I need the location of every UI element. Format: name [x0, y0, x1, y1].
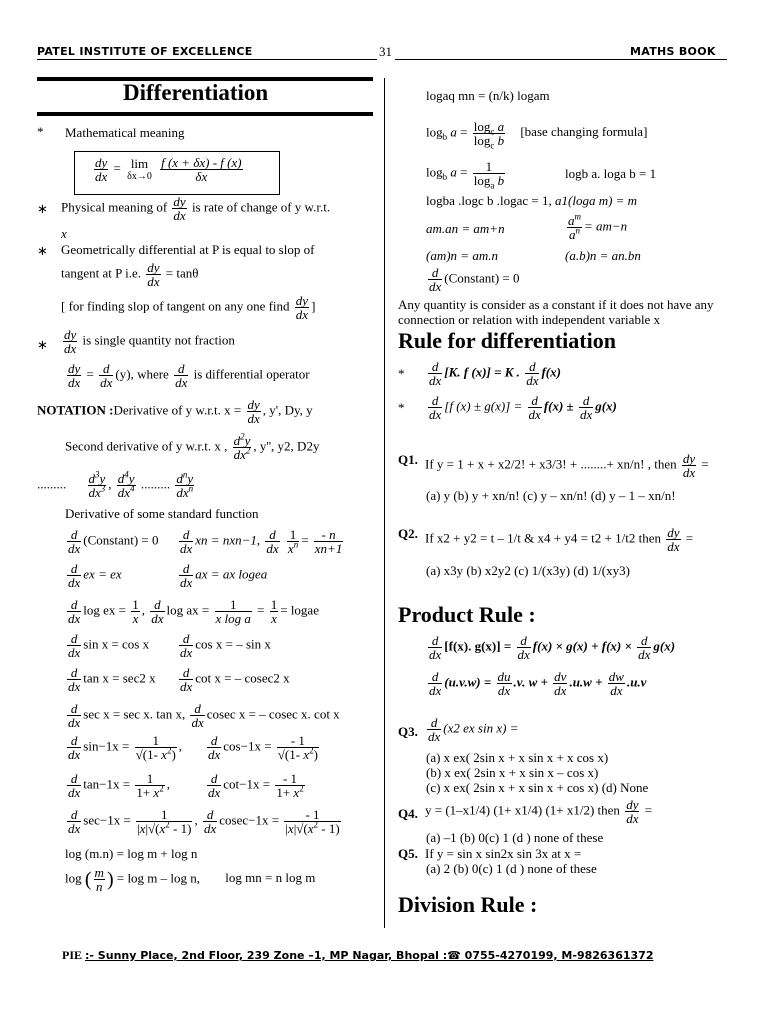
- text: sin x = cos x: [83, 636, 150, 652]
- q5-options: (a) 2 (b) 0(c) 1 (d ) none of these: [426, 861, 597, 876]
- text: = log m – log n,: [116, 870, 201, 886]
- q1-label: Q1.: [398, 452, 418, 467]
- text: - n: [314, 528, 344, 542]
- text: f(x): [541, 364, 561, 380]
- text: [base changing formula]: [520, 124, 648, 140]
- index-rule-5b: $\frac{a^m}{a^n}$ = am−n: [568, 211, 628, 242]
- formula-row: $\frac{d}{dx}$ cot−1x = $\frac{- 1}{1+ x^2}$: [208, 771, 304, 800]
- log-rule-3: $\log_b a$ = $\frac{1}{\log_a b}$: [426, 159, 505, 191]
- text: Derivative of y w.r.t. x =: [113, 402, 242, 418]
- page-title: Differentiation: [123, 80, 269, 105]
- q2-options: (a) x3y (b) x2y2 (c) 1/(x3y) (d) 1/(xy3): [426, 563, 630, 578]
- formula-row: $\frac{d}{dx}$ tan−1x = $\frac{1}{1+ x^2}$ ,: [68, 771, 170, 800]
- notation-label: NOTATION :: [37, 402, 114, 418]
- geometric-line1: Geometrically differential at P is equal to slop of: [61, 242, 315, 257]
- text: g(x): [595, 398, 617, 414]
- operator-line: $\frac{dy}{dx}$ = $\frac{d}{dx}$ (y), where $\frac{d}{dx}$ is differential operator: [68, 361, 310, 390]
- log-quotient: log ( $\frac{m}{n}$ ) = log m – log n, log mn = n log m: [65, 865, 316, 894]
- bullet: ∗: [37, 337, 48, 352]
- q4-text: y = (1–x1/4) (1+ x1/4) (1+ x1/2) then $\frac{dy}{dx}$ =: [425, 797, 653, 826]
- q1-options: (a) y (b) y + xn/n! (c) y – xn/n! (d) y – 1 – xn/n!: [426, 488, 676, 503]
- text: sec x = sec x. tan x,: [83, 706, 186, 722]
- text: sec−1x =: [83, 812, 131, 828]
- index-rule-6: (am)n = am.n: [426, 248, 498, 263]
- second-derivative: Second derivative of y w.r.t. x , $\frac{d^2y}{dx^2}$ , y'', y2, D2y: [65, 431, 320, 462]
- formula-row: $\frac{d}{dx}$ sin−1x = $\frac{1}{√(1- x^2)}$ ,: [68, 733, 183, 762]
- footer: [62, 948, 653, 963]
- footer-label: PIE: [62, 948, 83, 962]
- product-rule-2: $\frac{d}{dx}$ (u.v.w) = $\frac{du}{dx}$ .v. w + $\frac{dv}{dx}$ .u.w + $\frac{dw}{dx}$ .u.v: [429, 669, 647, 698]
- bullet: *: [398, 366, 405, 381]
- text: If x2 + y2 = t – 1/t & x4 + y4 = t2 + 1/t2 then: [425, 530, 661, 546]
- text: f(x) ±: [543, 398, 574, 414]
- text: ]: [311, 298, 316, 314]
- text: [ for finding slop of tangent on any one find: [61, 298, 290, 314]
- text: cos x = – sin x: [195, 636, 271, 652]
- text: is single quantity not fraction: [82, 332, 235, 348]
- formula-row: $\frac{d}{dx}$ cos x = – sin x: [180, 631, 271, 660]
- q3-text: $\frac{d}{dx}$ (x2 ex sin x) =: [428, 715, 519, 744]
- text: [f(x). g(x)] =: [444, 638, 512, 654]
- formula-row: $\frac{d}{dx}$ (Constant) = 0: [68, 527, 159, 556]
- constant-paragraph: Any quantity is consider as a constant if it does not have any connection or relation with independent variable x: [398, 297, 714, 327]
- text: xn = nxn−1,: [195, 532, 261, 548]
- standard-title: Derivative of some standard function: [65, 506, 259, 521]
- product-rule-1: $\frac{d}{dx}$ [f(x). g(x)] = $\frac{d}{dx}$ f(x) × g(x) + f(x) × $\frac{d}{dx}$ g(x): [429, 633, 676, 662]
- q5-label: Q5.: [398, 846, 418, 861]
- text: (u.v.w) =: [444, 674, 492, 690]
- constant-rule: $\frac{d}{dx}$ (Constant) = 0: [429, 265, 520, 294]
- definition-formula: $\frac{dy}{dx}$ = lim δx→0 $\frac{f (x + \delta x) - f (x)}{\delta x}$: [95, 155, 242, 184]
- text: ax = ax logea: [195, 566, 268, 582]
- q5-text: If y = sin x sin2x sin 3x at x =: [425, 846, 582, 861]
- text: xn+1: [314, 541, 343, 556]
- log-rule-1: logaq mn = (n/k) logam: [426, 88, 550, 103]
- bullet: *: [37, 124, 44, 139]
- text: tan−1x =: [83, 776, 131, 792]
- text: is rate of change of y w.r.t.: [191, 199, 331, 215]
- q2-label: Q2.: [398, 526, 418, 541]
- bullet: ∗: [37, 243, 48, 258]
- text: cosec−1x =: [219, 812, 280, 828]
- lim-text: lim: [130, 155, 149, 171]
- formula-row: $\frac{d}{dx}$ cot x = – cosec2 x: [180, 665, 290, 694]
- log-rule-2: $\log_b a$ = $\frac{\log_c a}{\log_c b}$ [base changing formula]: [426, 119, 648, 151]
- text: ex = ex: [83, 566, 122, 582]
- lim-sub: δx→0: [127, 170, 152, 182]
- q1-text: If y = 1 + x + x2/2! + x3/3! + ........+ xn/n! , then $\frac{dy}{dx}$ =: [425, 451, 709, 480]
- bullet: *: [398, 400, 405, 415]
- text: log ax =: [166, 602, 210, 618]
- text: = am−n: [584, 218, 628, 234]
- text: Second derivative of y w.r.t. x ,: [65, 438, 228, 454]
- formula-row: $\frac{d}{dx}$ sec−1x = $\frac{1}{|x|√(x^2 - 1)}$ , $\frac{d}{dx}$ cosec−1x = $\frac{- 1}{|x|√(x^2 - 1)}$: [68, 807, 340, 836]
- formula-row: $\frac{d}{dx}$ tan x = sec2 x: [68, 665, 156, 694]
- higher-derivatives: ......... $\frac{d^3y}{dx^3}$ , $\frac{d^4y}{dx^4}$ ......... $\frac{d^ny}{dx^n}$: [37, 469, 194, 500]
- q4-label: Q4.: [398, 806, 418, 821]
- column-divider: [384, 78, 385, 928]
- slope-note: [ for finding slop of tangent on any one find $\frac{dy}{dx}$ ]: [61, 293, 316, 322]
- text: (Constant) = 0: [444, 270, 520, 286]
- text: y = (1–x1/4) (1+ x1/4) (1+ x1/2) then: [425, 802, 620, 818]
- q2-text: If x2 + y2 = t – 1/t & x4 + y4 = t2 + 1/t2 then $\frac{dy}{dx}$ =: [425, 525, 694, 554]
- q4-options: (a) –1 (b) 0(c) 1 (d ) none of these: [426, 830, 604, 845]
- text: sin−1x =: [83, 738, 130, 754]
- header-rule: [37, 59, 377, 60]
- text: is differential operator: [193, 366, 310, 382]
- text: = tanθ: [165, 265, 199, 281]
- header-rule-right: [395, 59, 727, 60]
- def-numerator: f (x + δx) - f (x): [161, 155, 242, 170]
- text: tan x = sec2 x: [83, 670, 156, 686]
- rule-sum: $\frac{d}{dx}$ [f (x) ± g(x)] = $\frac{d}{dx}$ f(x) ± $\frac{d}{dx}$ g(x): [429, 393, 617, 422]
- formula-row: $\frac{d}{dx}$ ax = ax logea: [180, 561, 268, 590]
- log-product: log (m.n) = log m + log n: [65, 846, 198, 861]
- index-rule-5: am.an = am+n: [426, 221, 505, 236]
- text: tangent at P i.e.: [61, 265, 142, 281]
- geometric-line2: tangent at P i.e. $\frac{dy}{dx}$ = tanθ: [61, 260, 199, 289]
- text: Physical meaning of: [61, 199, 168, 215]
- dots: .........: [140, 476, 171, 492]
- def-denominator: δx: [195, 169, 208, 184]
- text: cos−1x =: [223, 738, 272, 754]
- page-number: 31: [379, 44, 392, 59]
- text: a1(loga m) = m: [555, 193, 638, 208]
- footer-address: :- Sunny Place, 2nd Floor, 239 Zone –1, MP Nagar, Bhopal :☎ 0755-4270199, M-9826361372: [85, 949, 654, 962]
- q3-label: Q3.: [398, 724, 418, 739]
- q3-option-c: (c) x ex( 2sin x + x sin x + cos x) (d) None: [426, 780, 649, 795]
- text: , y', Dy, y: [262, 402, 313, 418]
- text: [K. f (x)] = K .: [444, 364, 520, 380]
- bullet: ∗: [37, 201, 48, 216]
- bullet-text: Mathematical meaning: [65, 125, 185, 140]
- rule-constant-multiple: $\frac{d}{dx}$ [K. f (x)] = K . $\frac{d}{dx}$ f(x): [429, 359, 561, 388]
- text: (y), where: [115, 366, 169, 382]
- formula-row: $\frac{d}{dx}$ sin x = cos x: [68, 631, 150, 660]
- rule-title: Rule for differentiation: [398, 328, 616, 353]
- formula-row: $\frac{d}{dx}$ log ex = $\frac{1}{x}$ , $\frac{d}{dx}$ log ax = $\frac{1}{\text{x log a}}$ = $\frac{1}{x}$ = logae: [68, 597, 319, 626]
- text: =: [301, 532, 309, 548]
- text: [f (x) ± g(x)] =: [444, 398, 523, 414]
- q3-option-a: (a) x ex( 2sin x + x sin x + x cos x): [426, 750, 609, 765]
- text: logba .logc b .logac = 1,: [426, 193, 552, 208]
- formula-row: $\frac{d}{dx}$ sec x = sec x. tan x, $\frac{d}{dx}$ cosec x = – cosec x. cot x: [68, 701, 340, 730]
- header-institute: PATEL INSTITUTE OF EXCELLENCE: [37, 45, 253, 58]
- division-rule-title: Division Rule :: [398, 892, 538, 917]
- text: log mn = n log m: [225, 870, 316, 886]
- formula-row: $\frac{d}{dx}$ ex = ex: [68, 561, 122, 590]
- notation-line: NOTATION :Derivative of y w.r.t. x = $\frac{dy}{dx}$ , y', Dy, y: [37, 397, 313, 426]
- log-rule-4: [426, 193, 637, 209]
- text: cosec x = – cosec x. cot x: [206, 706, 340, 722]
- text: , y'', y2, D2y: [253, 438, 320, 454]
- physical-meaning: Physical meaning of $\frac{dy}{dx}$ is rate of change of y w.r.t.: [61, 194, 331, 223]
- q3-option-b: (b) x ex( 2sin x + x sin x – cos x): [426, 765, 599, 780]
- text: cot x = – cosec2 x: [195, 670, 290, 686]
- text: log ex =: [83, 602, 126, 618]
- product-rule-title: Product Rule :: [398, 602, 536, 627]
- formula-row: $\frac{d}{dx}$ xn = nxn−1, $\frac{d}{dx}$ $\frac{1}{x^n}$ = $\frac{- n}{xn+1}$: [180, 527, 343, 556]
- single-quantity: $\frac{dy}{dx}$ is single quantity not fraction: [64, 327, 235, 356]
- formula-row: $\frac{d}{dx}$ cos−1x = $\frac{- 1}{√(1- x^2)}$: [208, 733, 318, 762]
- text: (x2 ex sin x) =: [443, 720, 519, 736]
- x-var: x: [61, 226, 67, 241]
- text: cot−1x =: [223, 776, 271, 792]
- text: If y = 1 + x + x2/2! + x3/3! + ........+ xn/n! , then: [425, 456, 677, 472]
- log-rule-3b: logb a. loga b = 1: [565, 166, 657, 181]
- text: = logae: [280, 602, 319, 618]
- text: (Constant) = 0: [83, 532, 159, 548]
- header-book: MATHS BOOK: [630, 45, 716, 58]
- dots: .........: [37, 476, 67, 492]
- title-rule-bottom: [37, 112, 373, 116]
- index-rule-6b: (a.b)n = an.bn: [565, 248, 641, 263]
